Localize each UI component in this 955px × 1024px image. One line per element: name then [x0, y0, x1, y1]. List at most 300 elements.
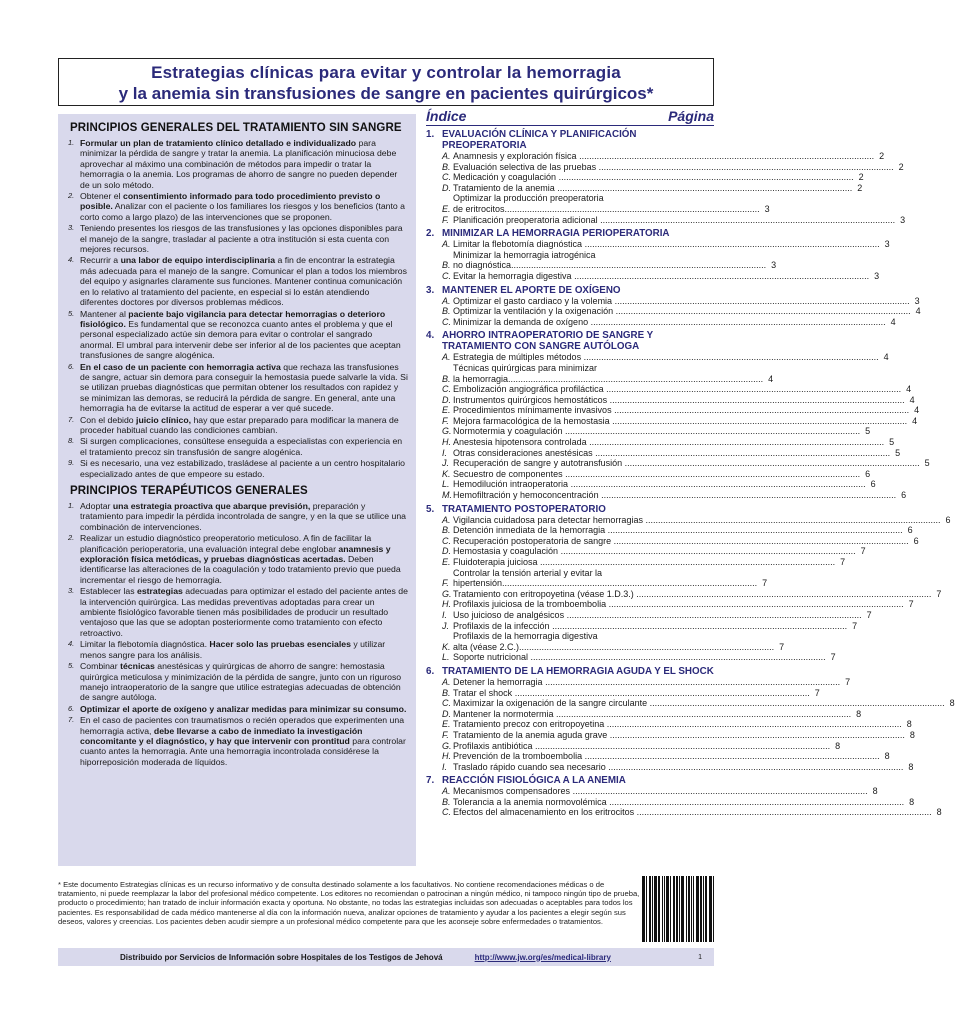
entry-title: Recuperación postoperatoria de sangre .....	[453, 536, 909, 547]
entry-title: Tratamiento de la anemia .....	[453, 183, 852, 194]
item-text: hay que estar preparado para modificar la manera de proceder habitual cuando las condiciones cambian.	[80, 414, 399, 435]
section-title-text: TRATAMIENTO DE LA HEMORRAGIA AGUDA Y EL SHOCK	[442, 665, 714, 677]
index-entry[interactable]	[426, 676, 851, 688]
entry-title: Optimizar el gasto cardiaco y la volemia .....	[453, 296, 910, 307]
barcode-bar	[703, 876, 704, 942]
entry-page: 8	[909, 796, 915, 807]
entry-page: 5	[889, 437, 895, 448]
index-entry[interactable]	[426, 415, 918, 427]
index-entry[interactable]	[426, 652, 836, 663]
index-entry[interactable]	[426, 751, 890, 762]
entry-title-line1: Controlar la tensión arterial y evitar la	[453, 567, 603, 578]
index-entry[interactable]	[426, 535, 919, 547]
entry-letter: H.	[442, 599, 451, 610]
entry-letter: I.	[442, 447, 448, 458]
index-entry[interactable]	[426, 525, 913, 536]
index-entry[interactable]	[426, 161, 904, 173]
item-number: 5.	[68, 308, 75, 318]
item-emphasis: Optimizar el aporte de oxígeno y analizar medidas para minimizar su consumo.	[80, 703, 407, 714]
item-text-pre: Obtener el	[80, 191, 123, 202]
entry-letter: B.	[442, 161, 451, 172]
index-entry[interactable]	[426, 405, 920, 416]
entry-page: 7	[852, 620, 858, 631]
index-entry[interactable]	[426, 786, 878, 797]
entry-title-line2: la hemorragia	[453, 373, 509, 384]
entry-title: Mejora farmacológica de la hemostasia .....	[453, 416, 907, 427]
index-entry[interactable]	[426, 514, 951, 526]
barcode-bar	[709, 876, 712, 942]
entry-title: Anamnesis y exploración física .....	[453, 151, 874, 162]
section-title-text: EVALUACIÓN CLÍNICA Y PLANIFICACIÓN PREOPERATORIA	[442, 129, 637, 151]
entry-letter: C.	[442, 270, 451, 281]
section-title-text: TRATAMIENTO POSTOPERATORIO	[442, 503, 606, 515]
index-entry[interactable]	[426, 588, 942, 600]
entry-page: 2	[898, 161, 904, 172]
entry-letter: A.	[442, 352, 451, 363]
index-section-title[interactable]	[426, 666, 714, 677]
item-number: 4.	[68, 639, 75, 649]
entry-page: 7	[814, 687, 820, 698]
title-line-1: Estrategias clínicas para evitar y controlar la hemorragia	[151, 63, 621, 82]
medical-library-link[interactable]: http://www.jw.org/es/medical-library	[474, 952, 611, 962]
item-emphasis: anamnesis y exploración física metódicas, y pruebas diagnósticas acertadas.	[80, 543, 391, 565]
entry-title: Profilaxis de la infección .....	[453, 621, 847, 632]
entry-page: 4	[912, 415, 918, 426]
therapeutic-principles-list	[68, 501, 408, 767]
section-number: 4.	[426, 330, 435, 342]
entry-letter: H.	[442, 751, 451, 762]
item-number: 8.	[68, 436, 75, 446]
general-principle-item	[68, 255, 408, 307]
distributor-text: Distribuido por Servicios de Información sobre Hospitales de los Testigos de Jehová	[120, 952, 443, 962]
entry-page: 4	[906, 384, 912, 395]
item-number: 1.	[68, 501, 75, 510]
entry-page: 5	[865, 426, 871, 437]
item-text: para minimizar la pérdida de sangre y tratar la anemia. La planificación minuciosa debe aprovechar al máximo una combinación de métodos para impedir o tratar la hemorragia o la anemia. Los programas de ahorro de sangre no pueden depender de un solo método.	[80, 138, 398, 190]
section-title-text: AHORRO INTRAOPERATORIO DE SANGRE Y TRATAMIENTO CON SANGRE AUTÓLOGA	[442, 330, 654, 353]
entry-page: 3	[771, 260, 777, 271]
index-section-title[interactable]	[426, 330, 714, 352]
entry-title-line2: alta (véase 2.C.)	[453, 641, 520, 652]
index-entry[interactable]	[426, 708, 862, 720]
entry-title-line2: de eritrocitos	[453, 203, 505, 214]
section-title-text: MINIMIZAR LA HEMORRAGIA PERIOPERATORIA	[442, 228, 670, 240]
item-emphasis: Formular un plan de tratamiento clínico detallado e individualizado	[80, 138, 357, 148]
disclaimer-footnote: * Este documento Estrategias clínicas es un recurso informativo y de consulta destinado solamente a los facultativos. No contiene recomendaciones médicas o de tratamiento, ni puede reemplazar la labor del profesional médico competente. Los editores no recomiendan o patrocinan a ningún médico, ni tampoco ningún tipo de prueba, producto o procedimiento; han tratado de incluir información exacta y oportuna. No obstante, no todas las estrategias incluidas son adecuadas o aceptables para todos los pacientes. Es responsabilidad de cada médico mantenerse al día con la información nueva, analizar opciones de tratamiento y ayudar a los pacientes a elegir según sus deseos, valores y creencias. Los pacientes deben acudir siempre a un profesional médico competente para que les aconseje sobre enfermedades o tratamientos.	[58, 880, 640, 926]
entry-letter: I.	[442, 761, 448, 772]
item-number: 4.	[68, 255, 75, 265]
index-entry[interactable]	[426, 719, 912, 730]
entry-title: Detener la hemorragia .....	[453, 677, 840, 688]
entry-page: 8	[909, 729, 915, 740]
entry-page: 4	[909, 394, 915, 405]
entry-title: Instrumentos quirúrgicos hemostáticos .....	[453, 395, 905, 406]
item-text: Deben identificarse las alteraciones de la coagulación y todo tratamiento previo que pueda incrementar el riesgo de hemorragia.	[80, 554, 401, 585]
index-entry[interactable]	[426, 249, 777, 271]
entry-title: Embolización angiográfica profiláctica .....	[453, 384, 901, 395]
barcode-bar	[658, 876, 660, 942]
entry-title: Tratamiento con eritropoyetina (véase 1.D.3.) .....	[453, 589, 931, 600]
item-emphasis: consentimiento informado para todo procedimiento previsto o posible.	[80, 191, 381, 212]
item-text-pre: Mantener al	[80, 308, 129, 319]
index-entry[interactable]	[426, 182, 863, 194]
entry-page: 2	[858, 172, 864, 183]
entry-letter: G.	[442, 588, 452, 599]
entry-title: Tratar el shock .....	[453, 688, 810, 699]
entry-title: Optimizar la ventilación y la oxigenación .....	[453, 306, 911, 317]
index-entry[interactable]	[426, 362, 774, 384]
item-number: 9.	[68, 458, 75, 468]
entry-page: 4	[768, 373, 774, 384]
therapeutic-principle-item	[68, 501, 408, 532]
item-number: 6.	[68, 703, 75, 713]
index-section-title[interactable]	[426, 129, 714, 151]
entry-letter: F.	[442, 214, 449, 225]
entry-letter: B.	[442, 525, 451, 536]
barcode-bar	[673, 876, 675, 942]
general-principles-list	[68, 138, 408, 479]
section-number: 2.	[426, 228, 435, 240]
index-entry[interactable]	[426, 437, 895, 448]
general-principle-item	[68, 415, 408, 436]
entry-letter: H.	[442, 437, 451, 448]
item-text: adecuadas para optimizar el estado del paciente antes de la intervención quirúrgica. Las medidas preventivas adoptadas para crear un ambiente fisiológico favorable tienen más posibilidades de producir un resultado ventajoso que las que se adoptan posteriormente como tratamiento con efecto retroactivo.	[80, 586, 408, 638]
entry-page: 8	[908, 761, 914, 772]
entry-title: Efectos del almacenamiento en los eritrocitos .....	[453, 807, 932, 818]
entry-page: 7	[779, 641, 785, 652]
item-emphasis: Hacer solo las pruebas esenciales	[209, 639, 351, 650]
item-text-pre: Adoptar	[80, 501, 113, 511]
entry-letter: A.	[442, 676, 451, 687]
item-text: preparación y tratamiento para impedir la pérdida incontrolada de sangre, y en la que se utilice una combinación de intervenciones.	[80, 501, 406, 532]
entry-letter: B.	[442, 260, 451, 271]
item-text-pre: Establecer las	[80, 586, 137, 597]
barcode-bar	[649, 876, 651, 942]
index-entry[interactable]	[426, 172, 864, 183]
index-entry[interactable]	[426, 239, 890, 250]
entry-letter: F.	[442, 578, 449, 589]
therapeutic-principle-item	[68, 704, 408, 714]
entry-page: 3	[874, 270, 880, 281]
index-entry[interactable]	[426, 609, 872, 621]
index-entry[interactable]	[426, 620, 858, 632]
item-text: que rechaza las transfusiones de sangre, actuar sin demora para conseguir la hemostasia puede salvarle la vida. Si se utilizan pruebas diagnósticas que permitan obtener los resultados con rapidez y se minimizan las demoras, se reducirá la pérdida de sangre. En general, ante una hemorragia ha de evitarse la actitud de esperar a ver qué sucede.	[80, 361, 408, 414]
section-title-text: MANTENER EL APORTE DE OXÍGENO	[442, 284, 621, 296]
section-number: 6.	[426, 665, 435, 677]
entry-title: Procedimientos mínimamente invasivos .....	[453, 405, 909, 416]
item-number: 2.	[68, 533, 75, 543]
principles-panel	[58, 114, 416, 866]
general-principle-item	[68, 138, 408, 190]
entry-title-line2: hipertensión	[453, 578, 503, 589]
entry-page: 4	[883, 352, 889, 363]
general-principles-heading: PRINCIPIOS GENERALES DEL TRATAMIENTO SIN SANGRE	[70, 122, 402, 134]
index-entry[interactable]	[426, 352, 889, 363]
barcode-bar	[713, 876, 714, 942]
index-entry[interactable]	[426, 687, 820, 699]
entry-letter: C.	[442, 698, 451, 709]
index-column	[426, 108, 955, 821]
index-section	[426, 284, 921, 328]
entry-title: Profilaxis antibiótica .....	[453, 741, 830, 752]
entry-title-line1: Minimizar la hemorragia iatrogénica	[453, 249, 596, 260]
entry-page: 7	[762, 578, 768, 589]
entry-title: Soporte nutricional .....	[453, 652, 826, 663]
entry-letter: J.	[442, 620, 450, 631]
item-emphasis: paciente bajo vigilancia para detectar hemorragias o deterioro fisiológico.	[80, 308, 386, 329]
entry-letter: M.	[442, 490, 452, 501]
item-emphasis: debe llevarse a cabo de inmediato la investigación concomitante y el diagnóstico, y hay que intervenir con prontitud	[80, 725, 363, 746]
entry-letter: L.	[442, 652, 450, 663]
entry-title: Evitar la hemorragia digestiva .....	[453, 271, 869, 282]
entry-title: Tratamiento de la anemia aguda grave .....	[453, 730, 905, 741]
title-line-2: y la anemia sin transfusiones de sangre en pacientes quirúrgicos*	[118, 84, 654, 103]
index-entry[interactable]	[426, 796, 915, 808]
item-number: 5.	[68, 661, 75, 671]
index-entry[interactable]	[426, 698, 955, 709]
entry-title-line1: Técnicas quirúrgicas para minimizar	[453, 362, 598, 373]
barcode-image	[642, 876, 714, 942]
item-text-pre: En el caso de pacientes con traumatismos o recién operados que experimenten una hemorragia activa,	[80, 715, 405, 736]
barcode-bar	[705, 876, 707, 942]
index-entry[interactable]	[426, 151, 885, 162]
index-entry[interactable]	[426, 599, 914, 610]
index-entry[interactable]	[426, 270, 880, 282]
index-entry[interactable]	[426, 295, 920, 307]
barcode-bar	[676, 876, 678, 942]
entry-letter: B.	[442, 796, 451, 807]
entry-page: 7	[830, 652, 836, 663]
entry-title: Uso juicioso de analgésicos .....	[453, 610, 862, 621]
entry-letter: A.	[442, 514, 451, 525]
entry-title: Secuestro de componentes .....	[453, 469, 860, 480]
item-text-pre: Con el debido	[80, 414, 137, 425]
index-entry[interactable]	[426, 426, 871, 437]
index-entry[interactable]	[426, 729, 915, 741]
entry-page: 3	[764, 203, 770, 214]
barcode-bar	[652, 876, 653, 942]
entry-title: Estrategia de múltiples métodos .....	[453, 352, 879, 363]
entry-page: 8	[856, 708, 862, 719]
entry-letter: A.	[442, 151, 451, 161]
entry-page: 6	[907, 525, 913, 536]
entry-title: Minimizar la hemorragia iatrogénica no diagnóstica ......................................................................................................	[453, 249, 767, 271]
entry-page: 2	[879, 151, 885, 161]
index-section-title[interactable]	[426, 285, 714, 296]
index-entry[interactable]	[426, 567, 768, 589]
index-entry[interactable]	[426, 557, 846, 568]
index-entry[interactable]	[426, 490, 907, 501]
index-entry[interactable]	[426, 740, 841, 752]
item-emphasis: una estrategia proactiva que abarque previsión,	[112, 501, 311, 511]
entry-title: Anestesia hipotensora controlada .....	[453, 437, 884, 448]
index-entry[interactable]	[426, 306, 921, 317]
item-text: anestésicas y quirúrgicas de ahorro de sangre: hemostasia quirúrgica meticulosa y minimización de la pérdida de sangre, junto con un riguroso manejo intraoperatorio de la sangre que utilice estrategias adecuadas de obtención de sangre autóloga.	[80, 661, 402, 703]
index-section	[426, 129, 906, 225]
barcode-bar	[654, 876, 657, 942]
entry-page: 6	[901, 490, 907, 501]
entry-page: 6	[870, 479, 876, 490]
barcode-bar	[642, 876, 645, 942]
index-entry[interactable]	[426, 468, 871, 480]
entry-letter: C.	[442, 172, 451, 183]
entry-letter: F.	[442, 415, 449, 426]
index-section	[426, 228, 890, 281]
general-principle-item	[68, 191, 408, 222]
entry-title: Técnicas quirúrgicas para minimizar la hemorragia ......................................................................................................	[453, 362, 764, 384]
entry-title: Tolerancia a la anemia normovolémica .....	[453, 797, 904, 808]
entry-letter: B.	[442, 306, 451, 317]
index-section	[426, 665, 955, 772]
entry-page: 8	[835, 740, 841, 751]
entry-title: Limitar la flebotomía diagnóstica .....	[453, 239, 880, 250]
entry-letter: I.	[442, 609, 448, 620]
entry-letter: D.	[442, 708, 451, 719]
entry-page: 7	[860, 546, 866, 557]
item-emphasis: juicio clínico,	[136, 414, 192, 425]
therapeutic-principle-item	[68, 715, 408, 767]
item-number: 2.	[68, 191, 75, 201]
item-text: Analizar con el paciente o los familiares los riesgos y los beneficios (tanto a corto como a largo plazo) de las intervenciones que se proponen.	[80, 201, 405, 222]
therapeutic-principle-item	[68, 639, 408, 660]
entry-letter: K.	[442, 641, 451, 652]
index-section	[426, 775, 942, 818]
therapeutic-principle-item	[68, 533, 408, 585]
index-heading: Índice	[426, 108, 467, 124]
item-text: Teniendo presentes los riesgos de las transfusiones y las opciones disponibles para el manejo de la sangre, trasladar al paciente a otra institución si esta cuenta con mejores recursos.	[80, 223, 403, 255]
item-text: para controlar cuanto antes la hemorragia. Ante una hemorragia incontrolada considérese la hiporreposición moderada de líquidos.	[80, 735, 406, 767]
entry-page: 7	[845, 676, 851, 687]
entry-page: 7	[866, 609, 872, 620]
entry-page: 8	[936, 807, 942, 818]
page-heading: Página	[668, 108, 714, 124]
item-emphasis: técnicas	[120, 661, 155, 672]
entry-title-line1: Profilaxis de la hemorragia digestiva	[453, 631, 598, 642]
entry-letter: C.	[442, 316, 451, 327]
entry-page: 6	[945, 514, 951, 525]
entry-title: Normotermia y coagulación .....	[453, 426, 860, 437]
item-number: 3.	[68, 223, 75, 233]
entry-page: 6	[865, 468, 871, 479]
entry-letter: C.	[442, 384, 451, 395]
barcode-bar	[681, 876, 684, 942]
item-text-pre: Combinar	[80, 661, 121, 672]
index-section-title[interactable]	[426, 504, 714, 515]
section-title-text: REACCIÓN FISIOLÓGICA A LA ANEMIA	[442, 775, 626, 787]
entry-letter: F.	[442, 729, 449, 740]
entry-letter: E.	[442, 719, 451, 730]
entry-title: Medicación y coagulación .....	[453, 172, 854, 183]
barcode-bar	[686, 876, 687, 942]
entry-title: Otras consideraciones anestésicas .....	[453, 448, 890, 459]
index-section-title[interactable]	[426, 775, 714, 786]
index-section	[426, 330, 930, 501]
index-entry[interactable]	[426, 193, 770, 214]
item-text: Es fundamental que se reconozca cuanto antes el problema y que el personal especializado actúe sin demora para evitar o controlar el sangrado anormal. El umbral para intervenir debe ser inferior al de los pacientes que aceptan transfusiones de sangre alogénica.	[80, 318, 401, 361]
item-emphasis: una labor de equipo interdisciplinaria	[120, 255, 276, 266]
entry-title: Recuperación de sangre y autotransfusión .....	[453, 458, 920, 469]
entry-letter: L.	[442, 479, 450, 490]
general-principle-item	[68, 458, 408, 479]
entry-page: 7	[908, 599, 914, 610]
index-entry[interactable]	[426, 807, 942, 818]
general-principle-item	[68, 223, 408, 254]
item-text: Si es necesario, una vez estabilizado, trasládese al paciente a un centro hospitalario especializado antes de que empeore su estado.	[80, 458, 406, 479]
barcode-bar	[664, 876, 665, 942]
item-number: 1.	[68, 138, 75, 147]
index-entry[interactable]	[426, 479, 876, 490]
barcode-bar	[693, 876, 694, 942]
therapeutic-principle-item	[68, 586, 408, 638]
entry-title: Traslado rápido cuando sea necesario .....	[453, 762, 903, 773]
entry-letter: K.	[442, 468, 451, 479]
barcode-bar	[666, 876, 669, 942]
index-entry[interactable]	[426, 384, 912, 395]
entry-page: 5	[895, 447, 901, 458]
item-number: 3.	[68, 586, 75, 596]
entry-title: Profilaxis juiciosa de la tromboembolia .....	[453, 599, 904, 610]
entry-title: Controlar la tensión arterial y evitar la hipertensión ......................................................................................................	[453, 567, 758, 589]
entry-title: Maximizar la oxigenación de la sangre circulante .....	[453, 698, 945, 709]
item-text: Si surgen complicaciones, consúltese enseguida a especialistas con experiencia en el tratamiento precoz sin transfusión de sangre alogénica.	[80, 436, 403, 457]
item-text: a fin de encontrar la estrategia más adecuada para el manejo de la sangre. Comunicar el plan a todos los miembros del equipo y asignarles claramente sus funciones. Mantener continua comunicación en lo relativo al tratamiento del paciente, en especial si lo están atendiendo diferentes doctores por diversos problemas médicos.	[80, 255, 407, 308]
entry-letter: D.	[442, 546, 451, 557]
index-entry[interactable]	[426, 394, 915, 406]
general-principle-item	[68, 309, 408, 361]
index-entry[interactable]	[426, 458, 930, 469]
index-entry[interactable]	[426, 761, 914, 773]
therapeutic-principle-item	[68, 661, 408, 703]
section-number: 7.	[426, 775, 435, 787]
entry-letter: A.	[442, 295, 451, 306]
entry-page: 4	[915, 306, 921, 317]
entry-title: Vigilancia cuidadosa para detectar hemorragias .....	[453, 515, 941, 526]
section-number: 1.	[426, 129, 435, 140]
index-entry[interactable]	[426, 546, 866, 557]
entry-title: Hemodilución intraoperatoria .....	[453, 479, 866, 490]
entry-title: Mantener la normotermia .....	[453, 709, 851, 720]
bottom-bar	[58, 948, 714, 966]
entry-page: 8	[884, 751, 890, 762]
item-text-pre: Recurrir a	[80, 255, 121, 266]
entry-page: 6	[913, 535, 919, 546]
index-entry[interactable]	[426, 214, 906, 226]
item-number: 7.	[68, 715, 75, 725]
entry-letter: A.	[442, 786, 451, 797]
barcode-bar	[662, 876, 663, 942]
item-text: y utilizar menos sangre para los análisis.	[80, 639, 386, 660]
index-entry[interactable]	[426, 447, 901, 459]
barcode-bar	[688, 876, 690, 942]
entry-page: 8	[872, 786, 878, 797]
index-entry[interactable]	[426, 631, 785, 652]
entry-title: Planificación preoperatoria adicional .....	[453, 215, 895, 226]
index-section-title[interactable]	[426, 228, 714, 239]
page-number: 1	[698, 953, 702, 961]
barcode-bar	[696, 876, 699, 942]
index-header	[426, 108, 714, 126]
entry-page: 3	[900, 214, 906, 225]
entry-letter: A.	[442, 239, 451, 250]
entry-page: 7	[840, 557, 846, 567]
entry-letter: G.	[442, 740, 452, 751]
entry-letter: E.	[442, 203, 451, 214]
item-text-pre: Realizar un estudio diagnóstico preoperatorio meticuloso. A fin de facilitar la planificación perioperatoria, una evaluación integral debe englobar	[80, 533, 372, 554]
entry-letter: C.	[442, 807, 451, 818]
barcode-bar	[670, 876, 671, 942]
section-number: 3.	[426, 284, 435, 296]
index-entry[interactable]	[426, 316, 896, 328]
